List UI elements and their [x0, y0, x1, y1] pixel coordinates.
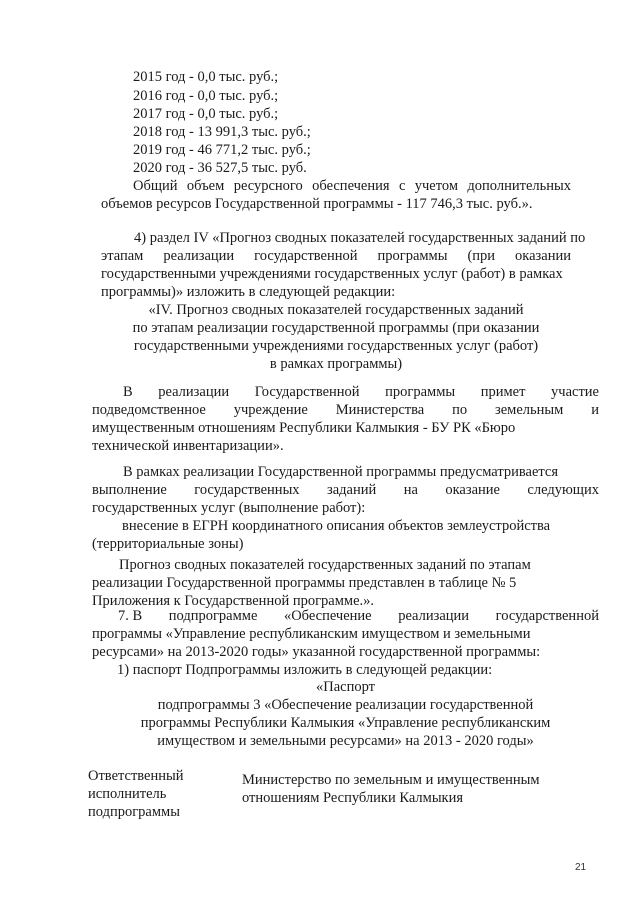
passport-row-label: исполнитель: [88, 786, 167, 802]
services-line: (территориальные зоны): [92, 536, 244, 552]
services-line: государственных услуг (выполнение работ):: [92, 500, 366, 516]
services-line: Приложения к Государственной программе.».: [92, 593, 375, 609]
section4-heading: «IV. Прогноз сводных показателей государственных заданий: [148, 302, 524, 318]
word: государственной: [254, 248, 358, 264]
word: на: [403, 482, 418, 498]
services-line: [92, 482, 599, 499]
word: Министерства: [335, 402, 425, 418]
passport-row-value: Министерство по земельным и имущественным: [242, 772, 540, 788]
passport-heading: подпрограммы 3 «Обеспечение реализации государственной: [157, 697, 534, 713]
passport-row-label: Ответственный: [88, 768, 184, 784]
word: 7. В: [118, 608, 143, 624]
participant-line: [123, 384, 599, 401]
word: земельным: [495, 402, 564, 418]
word: заданий: [327, 482, 377, 498]
word: (при: [467, 248, 496, 264]
word: следующих: [527, 482, 599, 498]
passport-heading: имуществом и земельными ресурсами» на 2013 - 2020 годы»: [157, 733, 534, 749]
word: подпрограмме: [168, 608, 258, 624]
page-number: 21: [575, 862, 587, 873]
section4-line: 4) раздел IV «Прогноз сводных показателей государственных заданий по: [134, 230, 586, 246]
item7-line: 1) паспорт Подпрограммы изложить в следующей редакции:: [117, 662, 493, 678]
section4-line: программы)» изложить в следующей редакции:: [101, 284, 396, 300]
passport-heading: программы Республики Калмыкия «Управление республиканским: [140, 715, 551, 731]
services-line: внесение в ЕГРН координатного описания объектов землеустройства: [122, 518, 551, 534]
word: дополнительных: [467, 178, 571, 194]
budget-line: 2018 год - 13 991,3 тыс. руб.;: [133, 124, 311, 140]
word: учетом: [414, 178, 459, 194]
item7-line: программы «Управление республиканским имуществом и земельными: [92, 626, 531, 642]
word: реализации: [398, 608, 470, 624]
budget-line: 2020 год - 36 527,5 тыс. руб.: [133, 160, 307, 176]
passport-row-value: отношениям Республики Калмыкия: [242, 790, 464, 806]
word: этапам: [101, 248, 144, 264]
word: подведомственное: [92, 402, 206, 418]
word: реализации: [163, 248, 235, 264]
word: Государственной: [254, 384, 360, 400]
word: обеспечения: [312, 178, 390, 194]
budget-line: 2019 год - 46 771,2 тыс. руб.;: [133, 142, 311, 158]
total-line: [133, 178, 571, 195]
word: программы: [377, 248, 448, 264]
item7-line: ресурсами» на 2013-2020 годы» указанной государственной программы:: [92, 644, 541, 660]
word: примет: [480, 384, 526, 400]
word: участие: [551, 384, 599, 400]
word: реализации: [158, 384, 230, 400]
services-line: В рамках реализации Государственной программы предусматривается: [123, 464, 559, 480]
word: Общий: [133, 178, 178, 194]
section4-line: [101, 248, 571, 265]
participant-line: [92, 402, 599, 419]
budget-line: 2016 год - 0,0 тыс. руб.;: [133, 88, 279, 104]
total-line: объемов ресурсов Государственной программы - 117 746,3 тыс. руб.».: [101, 196, 533, 212]
services-line: реализации Государственной программы представлен в таблице № 5: [92, 575, 517, 591]
word: учреждение: [233, 402, 308, 418]
word: и: [591, 402, 599, 418]
participant-line: имущественным отношениям Республики Калмыкия - БУ РК «Бюро: [92, 420, 516, 436]
item7-line: [118, 608, 599, 625]
word: «Обеспечение: [283, 608, 372, 624]
word: выполнение: [92, 482, 167, 498]
participant-line: технической инвентаризации».: [92, 438, 284, 454]
word: государственных: [194, 482, 300, 498]
section4-line: государственными учреждениями государственных услуг (работ) в рамках: [101, 266, 563, 282]
word: В: [123, 384, 133, 400]
word: оказание: [445, 482, 500, 498]
word: с: [398, 178, 406, 194]
word: по: [452, 402, 468, 418]
services-line: Прогноз сводных показателей государственных заданий по этапам: [119, 557, 531, 573]
budget-line: 2017 год - 0,0 тыс. руб.;: [133, 106, 279, 122]
word: оказании: [515, 248, 571, 264]
passport-heading: «Паспорт: [316, 679, 375, 695]
word: государственной: [495, 608, 599, 624]
passport-row-label: подпрограммы: [88, 804, 180, 820]
section4-heading: государственными учреждениями государственных услуг (работ): [133, 338, 539, 354]
section4-heading: в рамках программы): [269, 356, 403, 372]
section4-heading: по этапам реализации государственной программы (при оказании: [132, 320, 540, 336]
budget-line: 2015 год - 0,0 тыс. руб.;: [133, 69, 279, 85]
word: программы: [385, 384, 456, 400]
word: объем: [186, 178, 225, 194]
word: ресурсного: [233, 178, 303, 194]
